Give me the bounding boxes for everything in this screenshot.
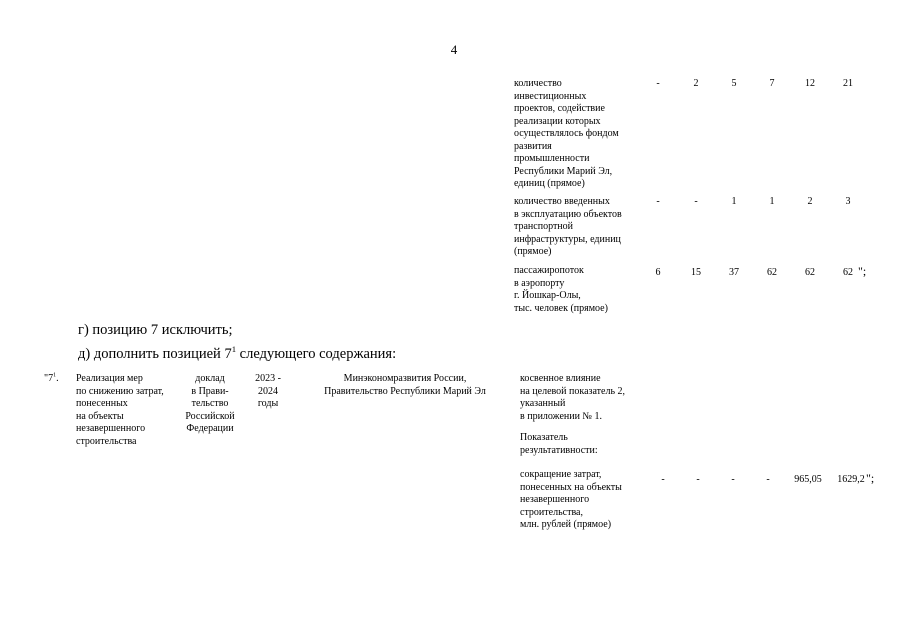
indicator-3-value: 6 [655, 267, 661, 278]
position-executors [305, 373, 505, 398]
position-period-line: годы [257, 398, 279, 409]
position-name-line: строительства [76, 435, 137, 447]
indicator-1-value: 5 [731, 78, 737, 89]
indicator-2-description [514, 196, 634, 259]
indicator-1-line: количество [514, 78, 562, 89]
position-document-line: Федерации [186, 423, 234, 434]
indicator-1-description [514, 78, 634, 191]
indicator-1-value: 21 [843, 78, 853, 89]
position-number-superscript: 1 [53, 372, 57, 379]
indicator-3-value: 15 [691, 267, 701, 278]
indicator-2-line: транспортной [514, 221, 574, 232]
indicator-3-description [514, 265, 634, 315]
indicator-2-value: 3 [845, 196, 851, 207]
position-document-line: Российской [185, 410, 235, 422]
position-result-indicator [520, 469, 650, 532]
indicator-3-line: тыс. человек (прямое) [514, 302, 608, 314]
position-influence-line: указанный [520, 398, 566, 409]
indicator-1-line: осуществлялось фондом [514, 128, 619, 139]
indicator-2-line: в эксплуатацию объектов [514, 208, 622, 220]
instruction-d-superscript: 1 [231, 344, 237, 355]
position-influence-line: на целевой показатель 2, [520, 385, 625, 397]
indicator-1-value: 12 [805, 78, 815, 89]
position-document-line: доклад [195, 373, 225, 384]
indicator-1-value: 7 [769, 78, 775, 89]
position-name-line: на объекты [76, 410, 124, 422]
position-result-line: строительства, [520, 506, 583, 518]
indicator-2-value: - [694, 196, 698, 207]
indicator-3-closing-quote: "; [858, 264, 867, 278]
position-result-header-line: результативности: [520, 444, 598, 456]
position-result-value: 1629,2 [837, 474, 865, 485]
position-result-value: - [661, 474, 665, 485]
instruction-d [78, 346, 396, 363]
indicator-2-line: (прямое) [514, 246, 552, 257]
indicator-1-line: развития [514, 140, 552, 152]
indicator-1-line: реализации которых [514, 115, 601, 127]
position-result-line: незавершенного [520, 494, 590, 505]
position-name-line: незавершенного [76, 423, 146, 434]
indicator-1-line: проектов, содействие [514, 103, 605, 114]
position-result-value: - [696, 474, 700, 485]
indicator-3-value: 62 [843, 267, 853, 278]
indicator-2-line: количество введенных [514, 196, 610, 207]
indicator-1-line: промышленности [514, 153, 590, 164]
position-executors-line: Минэкономразвития России, [343, 373, 467, 384]
position-number-prefix: "7 [44, 373, 54, 384]
instruction-g: г) позицию 7 исключить; [78, 322, 233, 338]
indicator-3-value: 62 [767, 267, 777, 278]
position-number-suffix: . [56, 373, 59, 384]
page-number: 4 [450, 42, 458, 57]
indicator-1-line: Республики Марий Эл, [514, 165, 613, 177]
position-name [76, 373, 186, 448]
indicator-1-value: - [656, 78, 660, 89]
indicator-2-value: - [656, 196, 660, 207]
instruction-d-suffix: следующего содержания: [236, 346, 397, 362]
indicator-2-value: 1 [769, 196, 775, 207]
indicator-2-value: 2 [807, 196, 813, 207]
indicator-3-value: 62 [805, 267, 815, 278]
indicator-3-line: в аэропорту [514, 277, 565, 289]
position-period-line: 2023 - [255, 373, 281, 384]
position-number [44, 373, 59, 386]
position-executors-line: Правительство Республики Марий Эл [324, 385, 486, 397]
indicator-1-line: инвестиционных [514, 90, 587, 102]
indicator-3-line: г. Йошкар-Олы, [514, 290, 581, 301]
position-result-value: - [731, 474, 735, 485]
position-influence-line: косвенное влияние [520, 373, 601, 384]
position-result-line: млн. рублей (прямое) [520, 519, 612, 530]
position-influence-line: в приложении № 1. [520, 410, 602, 422]
position-document [180, 373, 240, 436]
indicator-1-line: единиц (прямое) [514, 178, 585, 189]
position-closing-quote: "; [866, 471, 875, 485]
position-result-line: понесенных на объекты [520, 481, 622, 493]
position-period [244, 373, 292, 411]
position-result-header-line: Показатель [520, 432, 568, 443]
indicator-1-value: 2 [693, 78, 699, 89]
position-name-line: Реализация мер [76, 373, 143, 384]
position-result-header [520, 432, 650, 457]
indicator-3-value: 37 [729, 267, 739, 278]
position-result-value: 965,05 [794, 474, 822, 485]
indicator-2-line: инфраструктуры, единиц [514, 233, 621, 245]
instruction-d-prefix: д) дополнить позицией 7 [78, 346, 232, 362]
position-result-line: сокращение затрат, [520, 469, 602, 480]
position-document-line: тельство [191, 398, 229, 409]
position-document-line: в Прави- [191, 385, 229, 397]
position-name-line: по снижению затрат, [76, 385, 164, 397]
position-name-line: понесенных [76, 398, 128, 409]
position-influence [520, 373, 650, 423]
indicator-3-line: пассажиропоток [514, 265, 584, 276]
indicator-2-value: 1 [731, 196, 737, 207]
position-result-value: - [766, 474, 770, 485]
position-period-line: 2024 [258, 385, 278, 397]
